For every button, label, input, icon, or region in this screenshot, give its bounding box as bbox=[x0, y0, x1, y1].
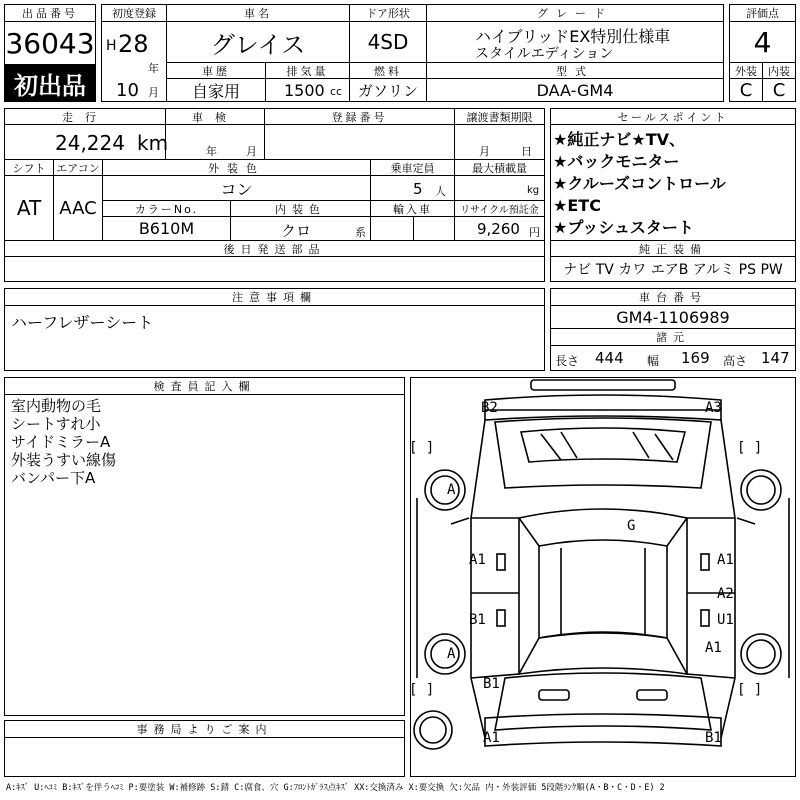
first-listing-badge: 初出品 bbox=[4, 64, 96, 102]
inspector-note: バンパー下A bbox=[11, 469, 96, 487]
damage-mark: A1 bbox=[705, 640, 722, 656]
door: 4SD bbox=[349, 21, 427, 63]
model: DAA-GM4 bbox=[426, 78, 724, 102]
height-label: 高さ bbox=[723, 354, 748, 368]
reg-year: 28 bbox=[118, 30, 149, 58]
damage-mark: [ ] bbox=[409, 682, 435, 698]
int-color-label: 内装色 bbox=[230, 200, 371, 217]
rating-label: 評価点 bbox=[729, 4, 796, 22]
damage-mark: B1 bbox=[705, 730, 722, 746]
damage-mark: B1 bbox=[469, 612, 486, 628]
ac-label: エアコン bbox=[53, 159, 103, 176]
reg-no-box bbox=[264, 124, 455, 160]
color-no: B610M bbox=[102, 216, 231, 241]
damage-mark: A1 bbox=[483, 730, 500, 746]
reg-month: 10 bbox=[116, 80, 139, 101]
inspection-label: 車検 bbox=[165, 108, 265, 125]
grade-line2: スタイルエディション bbox=[475, 46, 614, 62]
damage-mark: G bbox=[627, 518, 636, 534]
sales-point-item: ★純正ナビ★TV、 bbox=[553, 130, 685, 149]
inspector-note: サイドミラーA bbox=[11, 433, 111, 451]
transfer-label: 譲渡書類期限 bbox=[454, 108, 545, 125]
equipment-label: 純正装備 bbox=[550, 240, 796, 257]
grade-line1: ハイブリッドEX特別仕様車 bbox=[475, 27, 671, 46]
exterior-label: 外装 bbox=[729, 62, 763, 79]
capacity-box bbox=[370, 175, 455, 201]
damage-mark: A bbox=[447, 646, 456, 662]
caution-box bbox=[4, 305, 545, 371]
ac: AAC bbox=[53, 175, 103, 241]
fuel-label: 燃料 bbox=[349, 62, 427, 79]
car-name: グレイス bbox=[166, 21, 350, 63]
inspector-note: 室内動物の毛 bbox=[11, 397, 102, 415]
import-label: 輸入車 bbox=[370, 200, 455, 217]
first-reg-box bbox=[101, 21, 167, 102]
shift: AT bbox=[4, 175, 54, 241]
sales-points-list bbox=[550, 124, 796, 241]
fuel: ガソリン bbox=[349, 78, 427, 102]
transfer-box bbox=[454, 124, 545, 160]
door-label: ドア形状 bbox=[349, 4, 427, 22]
damage-mark: A bbox=[447, 482, 456, 498]
displacement-box bbox=[265, 78, 350, 102]
recycle-amount: 9,260 bbox=[477, 220, 520, 238]
recycle-box bbox=[454, 216, 545, 241]
mileage-box bbox=[4, 124, 169, 160]
lot-number: 36043 bbox=[4, 21, 96, 65]
inspector-note: 外装うすい線傷 bbox=[11, 451, 117, 469]
damage-mark: A1 bbox=[717, 552, 734, 568]
capacity: 5 bbox=[413, 180, 423, 198]
mileage: 24,224 bbox=[55, 131, 125, 155]
body-color: コン bbox=[102, 175, 371, 201]
inspection-box bbox=[165, 124, 265, 160]
insp-month-unit: 月 bbox=[246, 145, 257, 158]
insp-year-unit: 年 bbox=[206, 145, 217, 158]
damage-mark: A1 bbox=[469, 552, 486, 568]
transfer-day-unit: 日 bbox=[521, 145, 532, 158]
dims-box bbox=[550, 345, 796, 371]
sales-point-item: ★プッシュスタート bbox=[553, 218, 694, 237]
load-box bbox=[454, 175, 545, 201]
import-box bbox=[370, 216, 455, 241]
caution-label: 注意事項欄 bbox=[4, 288, 545, 306]
int-color-box bbox=[230, 216, 371, 241]
interior-grade: C bbox=[762, 78, 796, 102]
grade-box bbox=[426, 21, 724, 63]
mileage-label: 走行 bbox=[4, 108, 166, 125]
recycle-unit: 円 bbox=[529, 226, 540, 239]
displacement: 1500 bbox=[284, 81, 325, 100]
width: 169 bbox=[681, 349, 710, 367]
displacement-label: 排気量 bbox=[265, 62, 350, 79]
damage-mark: B2 bbox=[481, 400, 498, 416]
interior-label: 内装 bbox=[762, 62, 796, 79]
caution-text: ハーフレザーシート bbox=[11, 313, 154, 332]
damage-mark: A2 bbox=[717, 586, 734, 602]
shift-label: シフト bbox=[4, 159, 54, 176]
inspector-note: シートすれ小 bbox=[11, 415, 101, 433]
sales-point-item: ★クルーズコントロール bbox=[553, 174, 726, 193]
office-box bbox=[4, 737, 405, 777]
sales-point-item: ★ETC bbox=[553, 196, 601, 215]
color-no-label: カラーNo. bbox=[102, 200, 231, 217]
car-name-label: 車名 bbox=[166, 4, 350, 22]
transfer-month-unit: 月 bbox=[479, 145, 490, 158]
exterior-grade: C bbox=[729, 78, 763, 102]
history: 自家用 bbox=[166, 78, 266, 102]
capacity-label: 乗車定員 bbox=[370, 159, 455, 176]
grade-label: グレード bbox=[426, 4, 724, 22]
reg-no-label: 登録番号 bbox=[264, 108, 455, 125]
chassis-label: 車台番号 bbox=[550, 288, 796, 306]
history-label: 車歴 bbox=[166, 62, 266, 79]
era: H bbox=[106, 38, 117, 54]
office-label: 事務局よりご案内 bbox=[4, 720, 405, 738]
parts-label: 後日発送部品 bbox=[4, 240, 545, 257]
capacity-unit: 人 bbox=[435, 185, 446, 198]
mileage-unit: km bbox=[137, 131, 169, 155]
rating: 4 bbox=[729, 21, 796, 63]
color-label: 外装色 bbox=[102, 159, 371, 176]
sales-point-item: ★バックモニター bbox=[553, 152, 680, 171]
import-divider bbox=[413, 217, 414, 240]
displacement-unit: cc bbox=[330, 85, 343, 98]
damage-mark: [ ] bbox=[737, 682, 763, 698]
damage-mark: [ ] bbox=[409, 440, 435, 456]
sales-points-label: セールスポイント bbox=[550, 108, 796, 125]
load-label: 最大積載量 bbox=[454, 159, 545, 176]
width-label: 幅 bbox=[647, 354, 660, 368]
inspector-notes bbox=[4, 394, 405, 716]
damage-diagram bbox=[410, 377, 796, 777]
recycle-label: リサイクル預託金 bbox=[454, 200, 545, 217]
length-label: 長さ bbox=[555, 354, 580, 368]
damage-mark: U1 bbox=[717, 612, 734, 628]
legend: A:ｷｽﾞ U:ﾍｺﾐ B:ｷｽﾞを伴うﾍｺﾐ P:要塗装 W:補修跡 S:錆 C:腐食、穴 G:ﾌﾛﾝﾄｶﾞﾗｽ点ｷｽﾞ XX:交換済み X:要交換 欠:欠品 内・外装評価 5段階ﾗﾝｸ順(A・B・C・D・E) 2 bbox=[6, 783, 665, 793]
dims-label: 諸元 bbox=[550, 328, 796, 346]
equipment-value: ナビ TV カワ エアB アルミ PS PW bbox=[550, 256, 796, 282]
damage-mark: [ ] bbox=[737, 440, 763, 456]
first-reg-label: 初度登録 bbox=[101, 4, 167, 22]
lot-no-label: 出品番号 bbox=[4, 4, 96, 22]
model-label: 型式 bbox=[426, 62, 724, 79]
inspector-label: 検査員記入欄 bbox=[4, 377, 405, 395]
length: 444 bbox=[595, 349, 624, 367]
parts-box bbox=[4, 256, 545, 282]
damage-mark: B1 bbox=[483, 676, 500, 692]
int-color: クロ bbox=[281, 222, 312, 240]
chassis-number: GM4-1106989 bbox=[550, 305, 796, 329]
month-unit: 月 bbox=[148, 86, 159, 99]
year-unit: 年 bbox=[148, 62, 159, 75]
damage-mark: A3 bbox=[705, 400, 722, 416]
height: 147 bbox=[761, 349, 790, 367]
car-outline bbox=[411, 378, 795, 776]
load-unit: kg bbox=[527, 185, 540, 196]
int-color-unit: 系 bbox=[355, 226, 366, 239]
